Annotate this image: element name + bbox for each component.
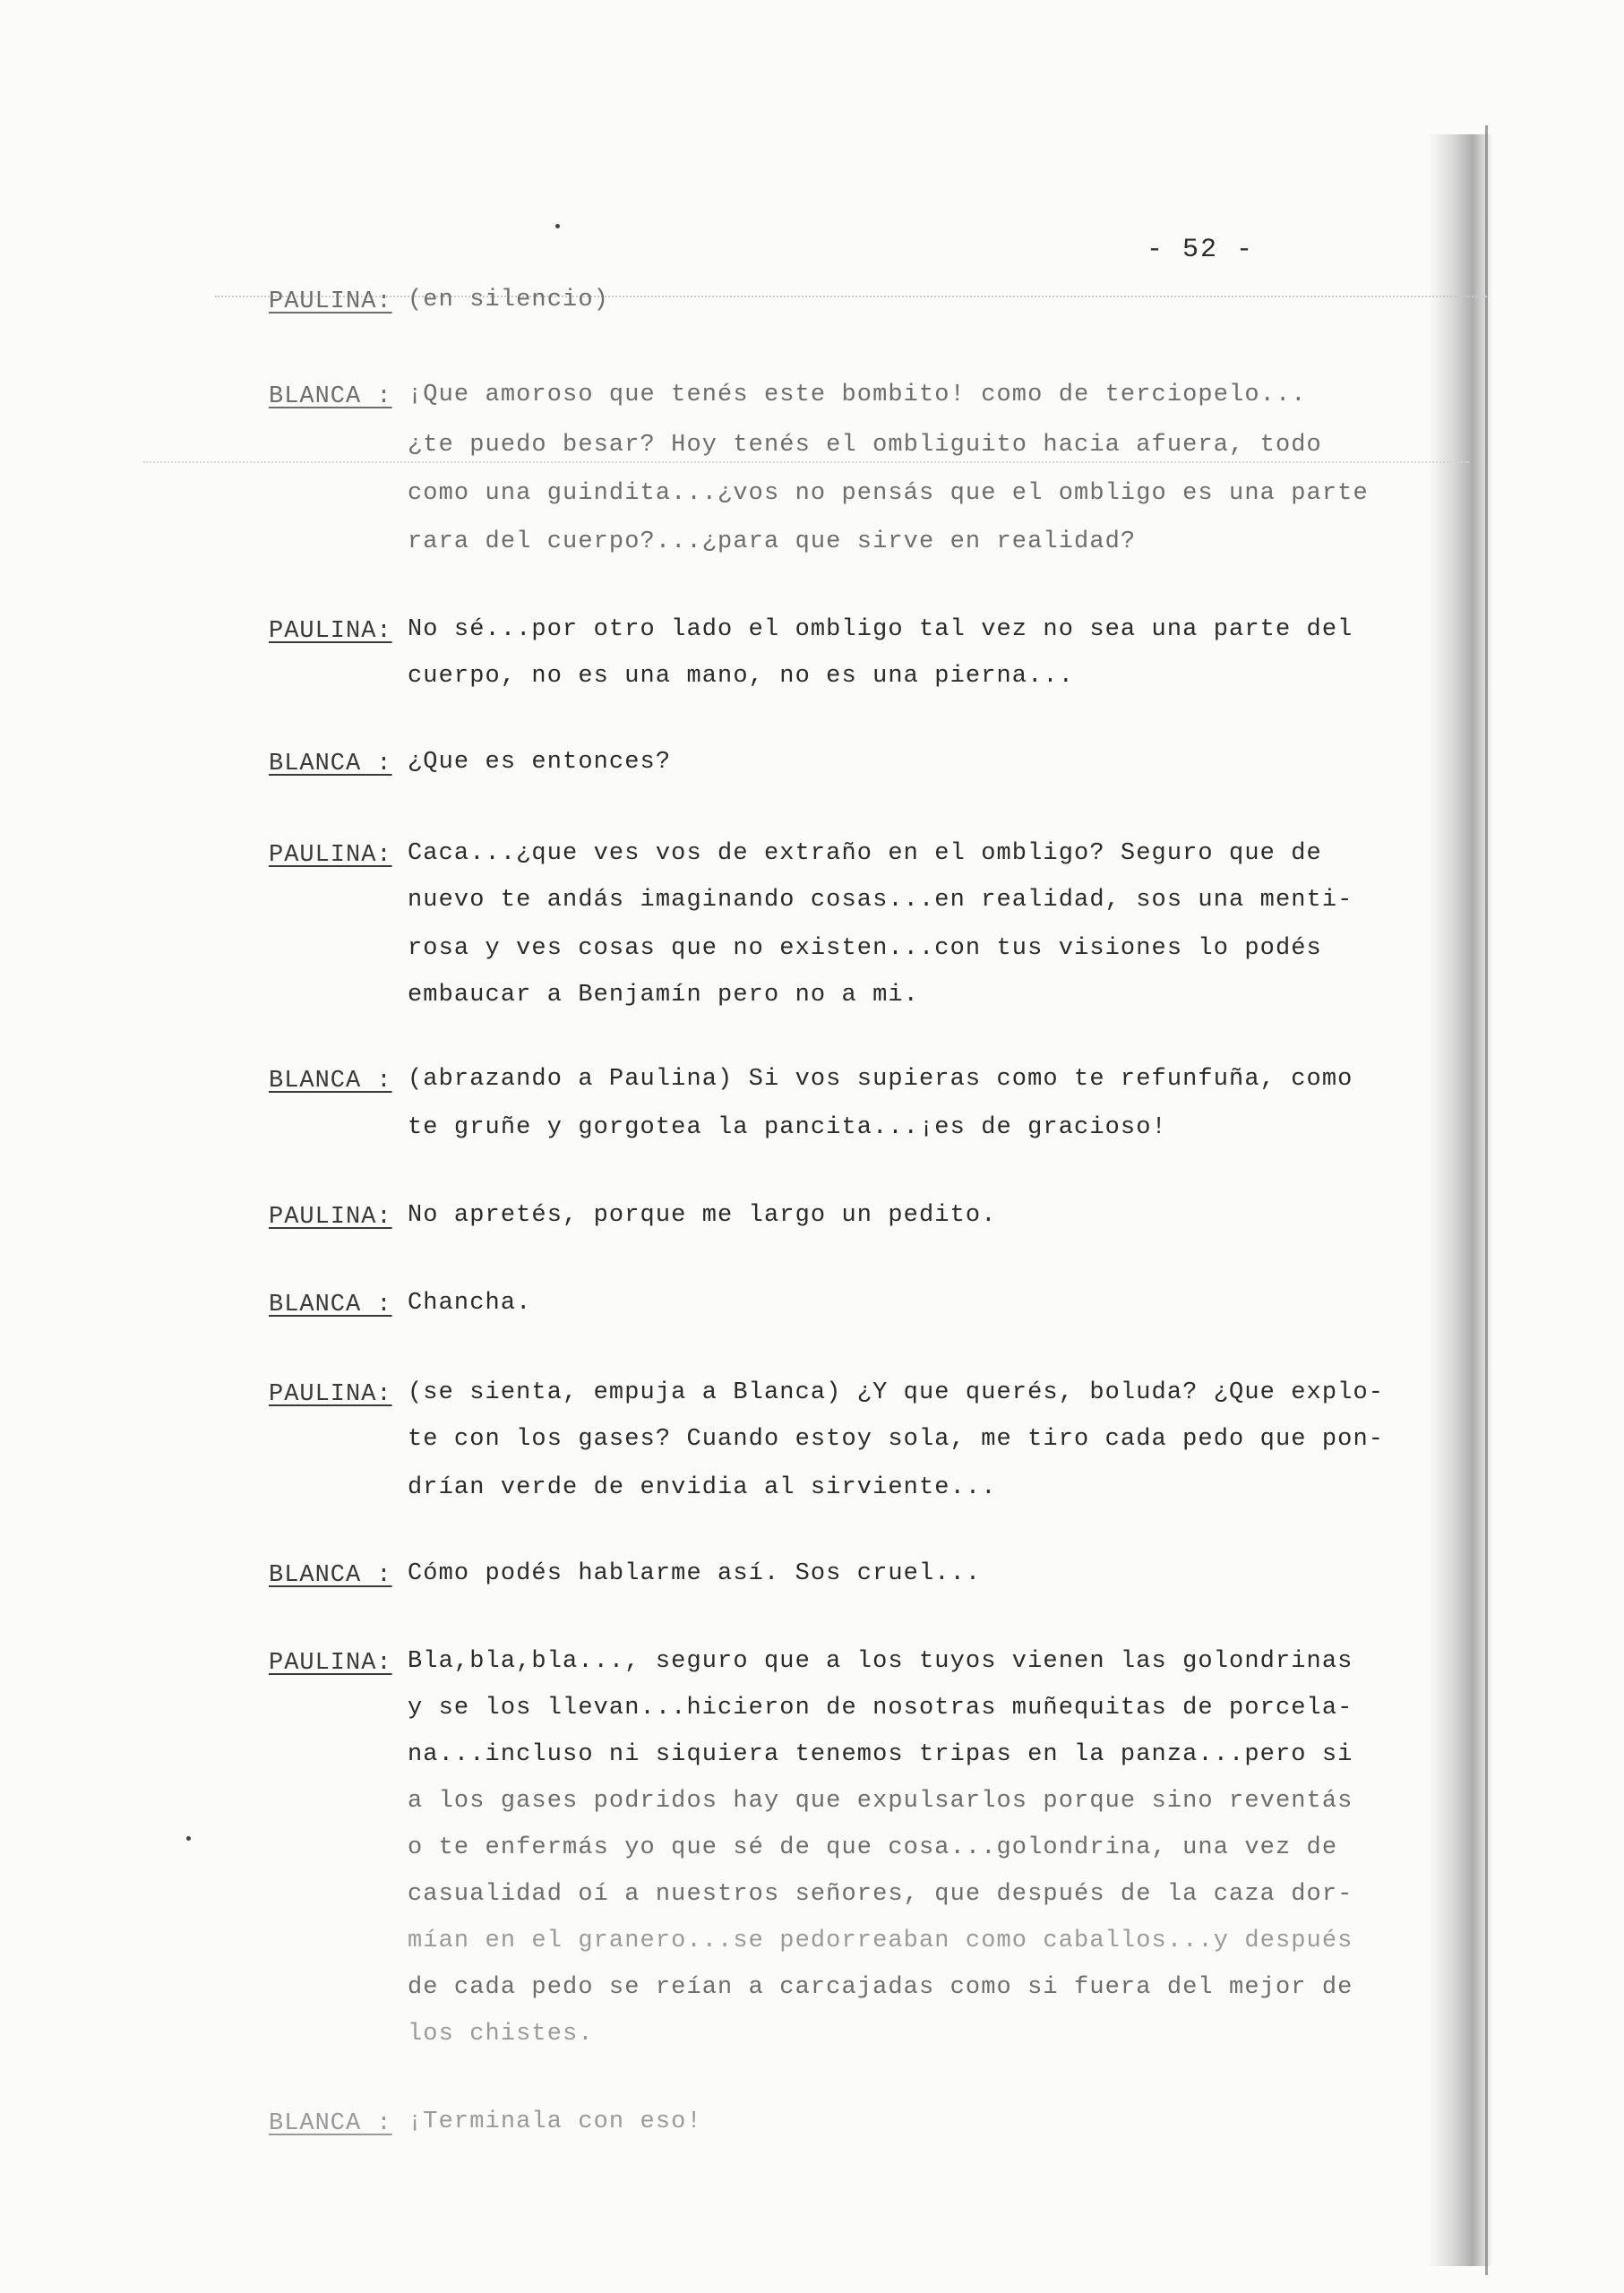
dialogue-line: Chancha. — [408, 1290, 532, 1317]
dialogue-line: y se los llevan...hicieron de nosotras muñequitas de porcela- — [408, 1695, 1353, 1722]
dialogue-line: casualidad oí a nuestros señores, que después de la caza dor- — [408, 1881, 1353, 1908]
dialogue-line: ¡Terminala con eso! — [408, 2108, 702, 2135]
scan-edge-line — [1485, 125, 1488, 2275]
speaker-label: BLANCA : — [269, 2110, 392, 2137]
speaker-label: PAULINA: — [269, 288, 392, 315]
dialogue-line: te con los gases? Cuando estoy sola, me tiro cada pedo que pon- — [408, 1426, 1385, 1453]
speaker-label: BLANCA : — [269, 1562, 392, 1589]
speaker-label: PAULINA: — [269, 618, 392, 645]
dialogue-line: ¡Que amoroso que tenés este bombito! como de terciopelo... — [408, 382, 1307, 408]
scan-speck — [186, 1836, 191, 1841]
dialogue-line: Bla,bla,bla..., seguro que a los tuyos vienen las golondrinas — [408, 1648, 1353, 1675]
speaker-label: BLANCA : — [269, 383, 392, 410]
dialogue-line: nuevo te andás imaginando cosas...en realidad, sos una menti- — [408, 887, 1353, 914]
dialogue-line: embaucar a Benjamín pero no a mi. — [408, 982, 919, 1009]
dialogue-line: No sé...por otro lado el ombligo tal vez no sea una parte del — [408, 616, 1353, 643]
page-number: - 52 - — [1147, 235, 1255, 265]
dialogue-line: los chistes. — [408, 2021, 594, 2048]
dialogue-line: rara del cuerpo?...¿para que sirve en realidad? — [408, 528, 1137, 555]
dialogue-line: como una guindita...¿vos no pensás que el ombligo es una parte — [408, 480, 1369, 507]
speaker-label: PAULINA: — [269, 842, 392, 869]
dialogue-line: a los gases podridos hay que expulsarlos porque sino reventás — [408, 1788, 1353, 1815]
speaker-label: BLANCA : — [269, 1292, 392, 1318]
scan-edge-shadow — [1429, 134, 1491, 2266]
scan-artifact-line — [143, 461, 1469, 464]
dialogue-line: No apretés, porque me largo un pedito. — [408, 1202, 997, 1229]
dialogue-line: (se sienta, empuja a Blanca) ¿Y que querés, boluda? ¿Que explo- — [408, 1379, 1385, 1406]
speaker-label: BLANCA : — [269, 751, 392, 777]
dialogue-line: (abrazando a Paulina) Si vos supieras como te refunfuña, como — [408, 1066, 1353, 1093]
dialogue-line: te gruñe y gorgotea la pancita...¡es de gracioso! — [408, 1114, 1167, 1141]
dialogue-line: de cada pedo se reían a carcajadas como si fuera del mejor de — [408, 1974, 1353, 2001]
dialogue-line: o te enfermás yo que sé de que cosa...golondrina, una vez de — [408, 1834, 1338, 1861]
speaker-label: PAULINA: — [269, 1204, 392, 1231]
speaker-label: BLANCA : — [269, 1068, 392, 1095]
dialogue-line: na...incluso ni siquiera tenemos tripas en la panza...pero si — [408, 1741, 1353, 1768]
dialogue-line: mían en el granero...se pedorreaban como caballos...y después — [408, 1928, 1353, 1954]
dialogue-line: cuerpo, no es una mano, no es una pierna... — [408, 663, 1075, 690]
dialogue-line: (en silencio) — [408, 287, 609, 313]
scan-speck — [555, 224, 560, 228]
dialogue-line: ¿Que es entonces? — [408, 749, 672, 776]
dialogue-line: drían verde de envidia al sirviente... — [408, 1474, 997, 1501]
dialogue-line: rosa y ves cosas que no existen...con tus visiones lo podés — [408, 935, 1322, 962]
dialogue-line: ¿te puedo besar? Hoy tenés el ombliguito hacia afuera, todo — [408, 432, 1322, 459]
scan-artifact-line — [215, 296, 1487, 298]
dialogue-line: Cómo podés hablarme así. Sos cruel... — [408, 1560, 982, 1587]
speaker-label: PAULINA: — [269, 1381, 392, 1408]
dialogue-line: Caca...¿que ves vos de extraño en el ombligo? Seguro que de — [408, 840, 1322, 867]
speaker-label: PAULINA: — [269, 1650, 392, 1677]
